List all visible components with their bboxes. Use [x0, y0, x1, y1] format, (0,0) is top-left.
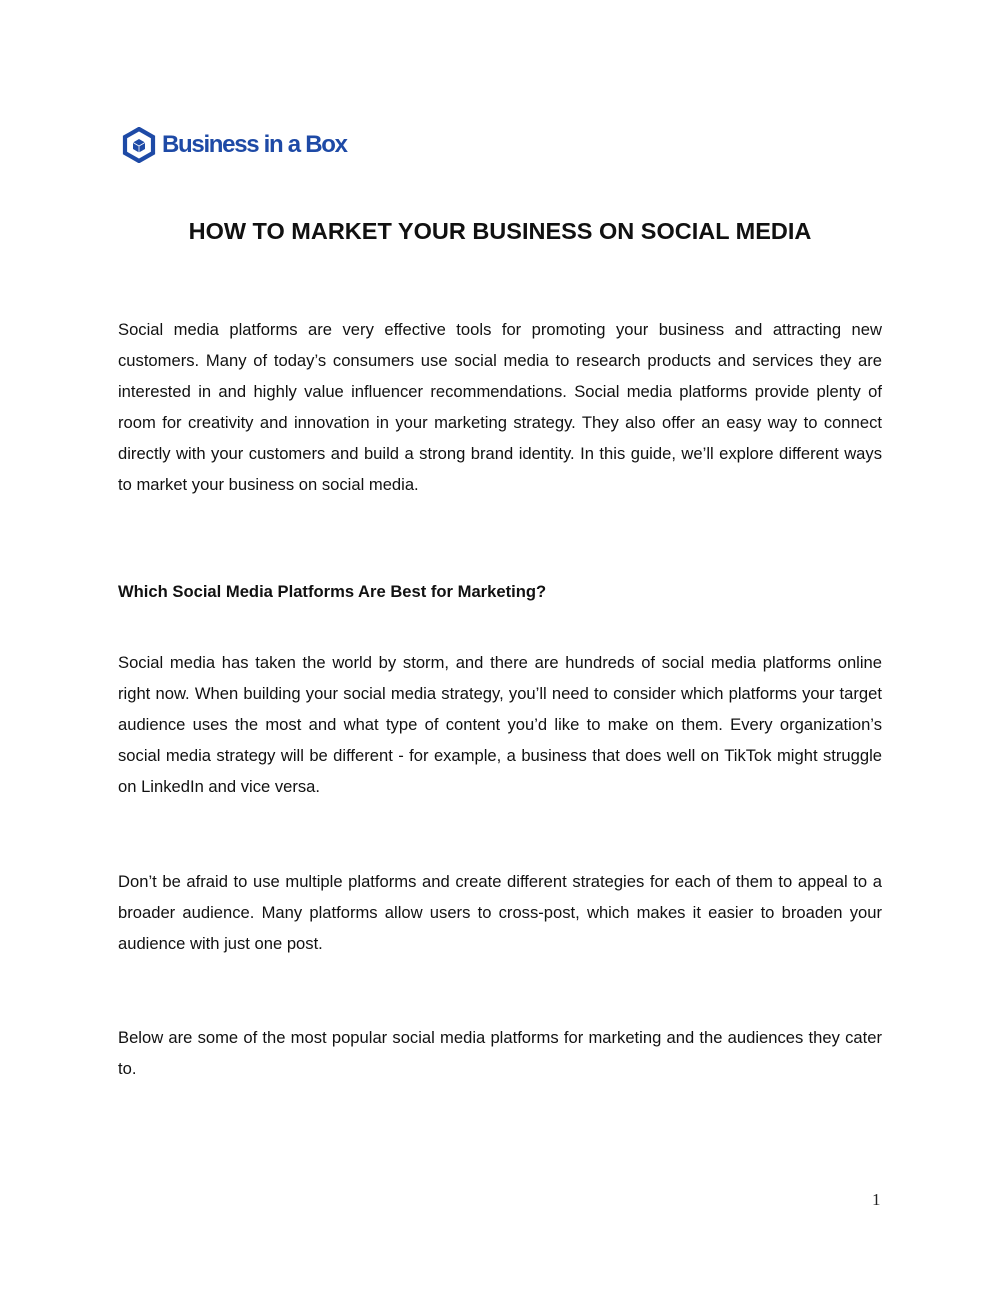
brand-name: Business in a Box — [162, 131, 347, 158]
section-paragraph-1: Social media has taken the world by storm, and there are hundreds of social media platforms online right now. When building your social media strategy, you’ll need to consider which platforms your target audience uses the most and what type of content you’d like to make on them. Every organization’s social media strategy will be different - for example, a business that does well on TikTok might struggle on LinkedIn and vice versa. — [118, 653, 882, 796]
hexagon-cube-icon — [122, 127, 156, 163]
section-paragraph-3: Below are some of the most popular social media platforms for marketing and the audiences they cater to. — [118, 1028, 882, 1078]
document-title: HOW TO MARKET YOUR BUSINESS ON SOCIAL MEDIA — [188, 218, 812, 244]
section-paragraph-2: Don’t be afraid to use multiple platforms and create different strategies for each of them to appeal to a broader audience. Many platforms allow users to cross-post, which makes it easier to broaden your audience with just one post. — [118, 872, 882, 953]
intro-paragraph: Social media platforms are very effective tools for promoting your business and attracting new customers. Many of today’s consumers use social media to research products and services they are interested in and highly value influencer recommendations. Social media platforms provide plenty of room for creativity and innovation in your marketing strategy. They also offer an easy way to connect directly with your customers and build a strong brand identity. In this guide, we’ll explore different ways to market your business on social media. — [118, 320, 882, 494]
brand-logo — [122, 127, 347, 163]
page-number: 1 — [872, 1190, 881, 1209]
section-heading: Which Social Media Platforms Are Best for Marketing? — [118, 582, 547, 601]
